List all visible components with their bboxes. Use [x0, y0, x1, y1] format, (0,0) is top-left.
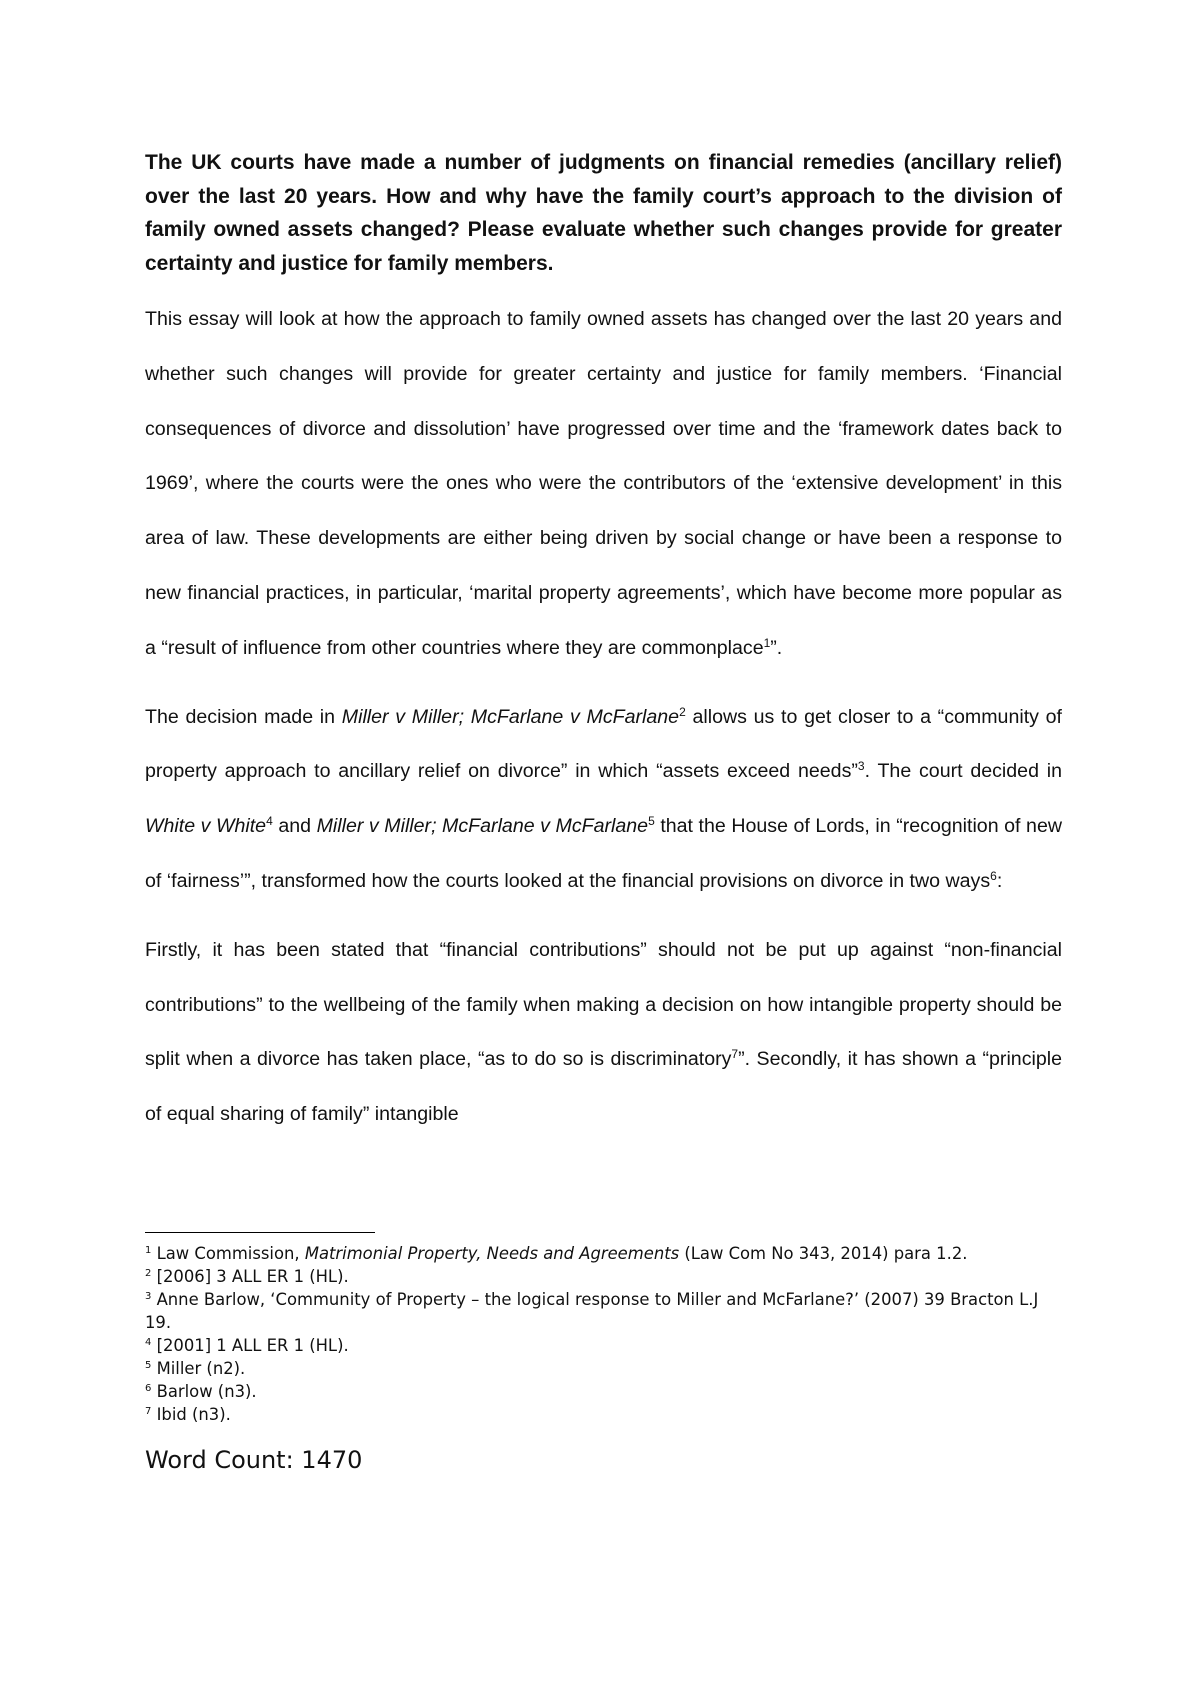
footnote-ref: 4 [145, 1337, 152, 1348]
footnote [145, 1288, 1045, 1334]
footnote-ref: 6 [145, 1383, 152, 1394]
text-run: ”. Secondly, it has shown a “principle of equal sharing of family” intangible [145, 1048, 1062, 1126]
footnote-ref: 4 [266, 814, 273, 829]
footnotes [145, 1242, 1045, 1426]
document-body [145, 146, 1062, 1142]
text-run: that the House of Lords, in “recognition of new of ‘fairness’”, transformed how the courts looked at the financial provisions on divorce in two ways [145, 815, 1062, 892]
footnote [145, 1403, 1045, 1426]
text-run: ”. [770, 636, 783, 659]
footnote [145, 1357, 1045, 1380]
text-run: [2006] 3 ALL ER 1 (HL). [151, 1267, 349, 1286]
text-run: . The court decided in [864, 760, 1063, 783]
footnote [145, 1265, 1045, 1288]
footnote-separator [145, 1232, 375, 1233]
text-run: [2001] 1 ALL ER 1 (HL). [151, 1336, 349, 1355]
case-name: Miller v Miller; McFarlane v McFarlane [316, 815, 649, 838]
text-run: allows us to get closer to a “community of property approach to ancillary relief on divorce” in which “assets exceed needs” [145, 705, 1062, 783]
footnote-ref: 3 [145, 1291, 152, 1302]
footnote [145, 1380, 1045, 1403]
footnote-ref: 6 [990, 868, 997, 883]
essay-question-title: The UK courts have made a number of judgments on financial remedies (ancillary relief) over the last 20 years. How and why have the family court’s approach to the division of family owned assets changed? Please evaluate whether such changes provide for greater certainty and justice for family members. [145, 151, 1062, 275]
footnote [145, 1334, 1045, 1357]
case-name: White v White [145, 815, 267, 838]
text-run: Ibid (n3). [151, 1405, 231, 1424]
footnote-ref: 5 [648, 814, 655, 829]
essay-paragraphs [145, 292, 1062, 1142]
text-run: Miller (n2). [151, 1359, 246, 1378]
footnote-ref: 5 [145, 1360, 152, 1371]
word-count: Word Count: 1470 [145, 1446, 363, 1474]
text-run: (Law Com No 343, 2014) para 1.2. [679, 1244, 968, 1263]
footnote-ref: 7 [145, 1406, 152, 1417]
case-name: Miller v Miller; McFarlane v McFarlane [341, 705, 680, 728]
text-run: Firstly, it has been stated that “financial contributions” should not be put up against “non-financial contributions” to the wellbeing of the family when making a decision on how intangible property should be split when a divorce has taken place, “as to do so is discriminatory [145, 938, 1062, 1071]
footnote-ref: 1 [763, 635, 771, 650]
text-run: This essay will look at how the approach to family owned assets has changed over the last 20 years and whether such changes will provide for greater certainty and justice for family members. ‘Financial consequences of divorce and dissolution’ have progressed over time and the ‘framework dates back to 1969’, where the courts were the ones who were the contributors of the ‘extensive development’ in this area of law. These developments are either being driven by social change or have been a response to new financial practices, in particular, ‘marital property agreements’, which have become more popular as a “result of influence from other countries where they are commonplace [145, 308, 1062, 659]
text-run: Anne Barlow, ‘Community of Property – the logical response to Miller and McFarlane?’ (2007) 39 Bracton L.J 19. [145, 1290, 1039, 1332]
text-run: The decision made in [145, 705, 342, 728]
text-run: Barlow (n3). [151, 1382, 257, 1401]
text-run: and [272, 815, 317, 838]
paragraph [145, 923, 1062, 1142]
paragraph [145, 690, 1062, 909]
footnote [145, 1242, 1045, 1265]
footnote-ref: 1 [145, 1245, 152, 1256]
text-run: : [996, 869, 1003, 892]
footnote-ref: 2 [679, 704, 686, 719]
text-run: Law Commission, [151, 1244, 305, 1263]
footnote-ref: 7 [731, 1047, 739, 1062]
footnote-ref: 2 [145, 1268, 152, 1279]
case-name: Matrimonial Property, Needs and Agreements [304, 1244, 680, 1263]
paragraph [145, 292, 1062, 676]
footnote-ref: 3 [857, 759, 865, 774]
